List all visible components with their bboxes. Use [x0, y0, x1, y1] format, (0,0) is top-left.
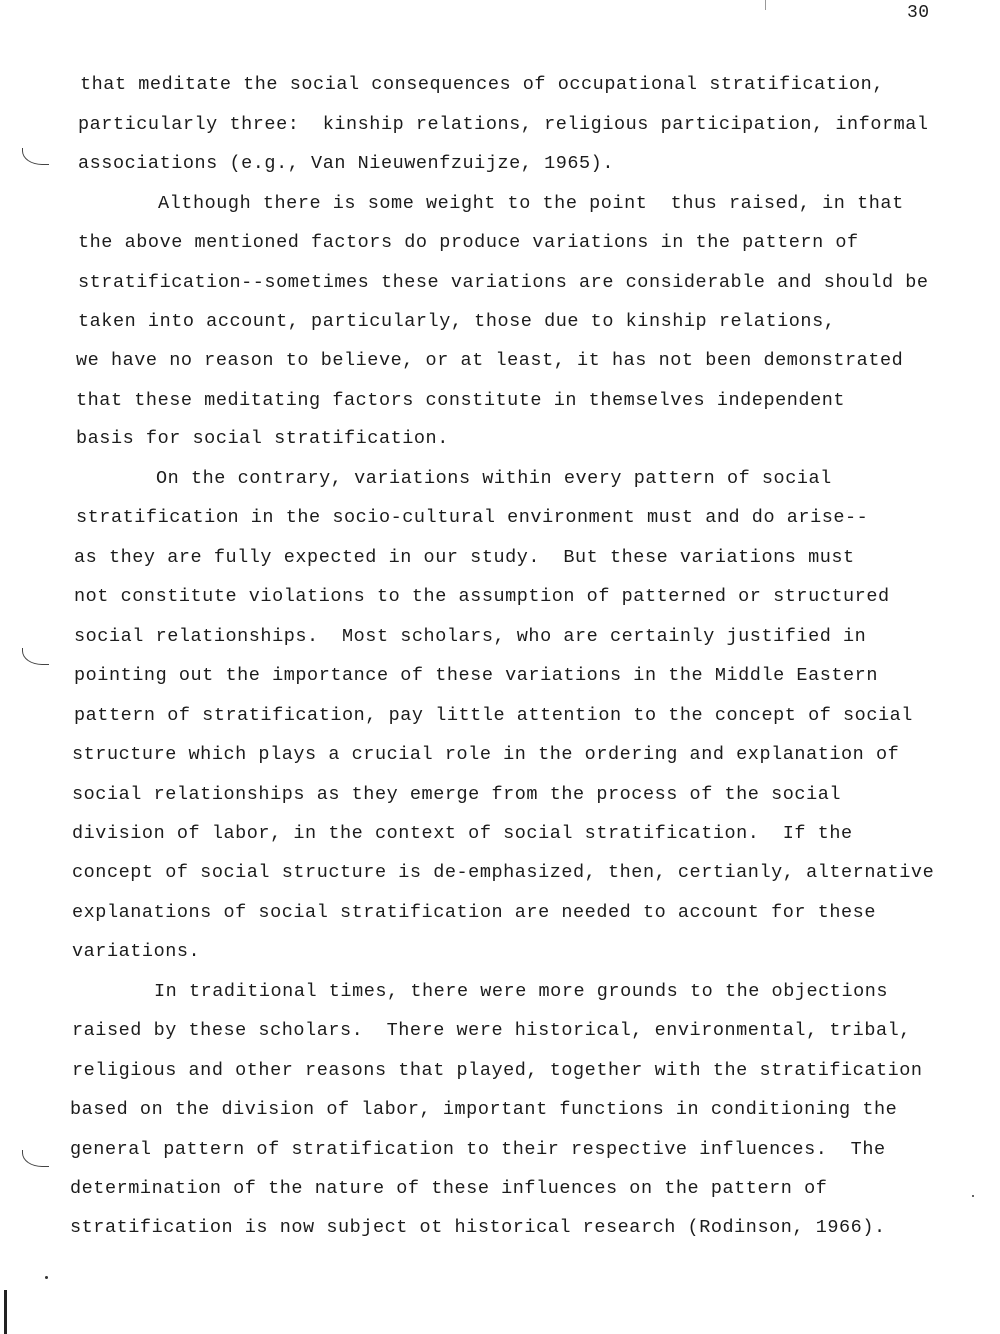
text-line: pointing out the importance of these variations in the Middle Eastern	[74, 665, 878, 686]
scan-edge-mark	[4, 1290, 7, 1334]
text-line: stratification--sometimes these variations are considerable and should be	[78, 272, 929, 293]
text-line: not constitute violations to the assumption of patterned or structured	[74, 586, 890, 607]
scan-speck	[45, 1276, 48, 1279]
text-line: variations.	[72, 941, 201, 962]
text-line: social relationships as they emerge from the process of the social	[72, 784, 842, 805]
text-line: stratification is now subject ot historical research (Rodinson, 1966).	[70, 1217, 886, 1238]
text-line: pattern of stratification, pay little attention to the concept of social	[74, 705, 913, 726]
text-line: religious and other reasons that played, together with the stratification	[72, 1060, 923, 1081]
text-line: determination of the nature of these influences on the pattern of	[70, 1178, 828, 1199]
text-line: that these meditating factors constitute in themselves independent	[76, 390, 846, 411]
paragraph-first-line: On the contrary, variations within every pattern of social	[156, 468, 832, 489]
text-line: general pattern of stratification to their respective influences. The	[70, 1139, 886, 1160]
text-line: stratification in the socio-cultural environment must and do arise--	[76, 507, 869, 528]
text-line: division of labor, in the context of social stratification. If the	[72, 823, 853, 844]
page-number: 30	[907, 3, 930, 23]
text-line: as they are fully expected in our study. But these variations must	[74, 547, 855, 568]
text-line: particularly three: kinship relations, religious participation, informal	[78, 114, 929, 135]
text-line: structure which plays a crucial role in the ordering and explanation of	[72, 744, 900, 765]
text-line: raised by these scholars. There were historical, environmental, tribal,	[72, 1020, 911, 1041]
text-line: basis for social stratification.	[76, 428, 449, 449]
scan-speck	[972, 1195, 974, 1197]
text-line: associations (e.g., Van Nieuwenfzuijze, 1965).	[78, 153, 614, 174]
text-line: the above mentioned factors do produce variations in the pattern of	[78, 232, 859, 253]
paragraph-first-line: In traditional times, there were more grounds to the objections	[154, 981, 889, 1002]
paragraph-first-line: Although there is some weight to the point thus raised, in that	[158, 193, 904, 214]
text-line: that meditate the social consequences of occupational stratification,	[80, 74, 884, 95]
text-line: explanations of social stratification are needed to account for these	[72, 902, 876, 923]
text-line: social relationships. Most scholars, who are certainly justified in	[74, 626, 867, 647]
text-line: concept of social structure is de-emphasized, then, certianly, alternative	[72, 862, 935, 883]
text-line: based on the division of labor, important functions in conditioning the	[70, 1099, 898, 1120]
text-line: taken into account, particularly, those due to kinship relations,	[78, 311, 836, 332]
text-line: we have no reason to believe, or at least, it has not been demonstrated	[76, 350, 904, 371]
